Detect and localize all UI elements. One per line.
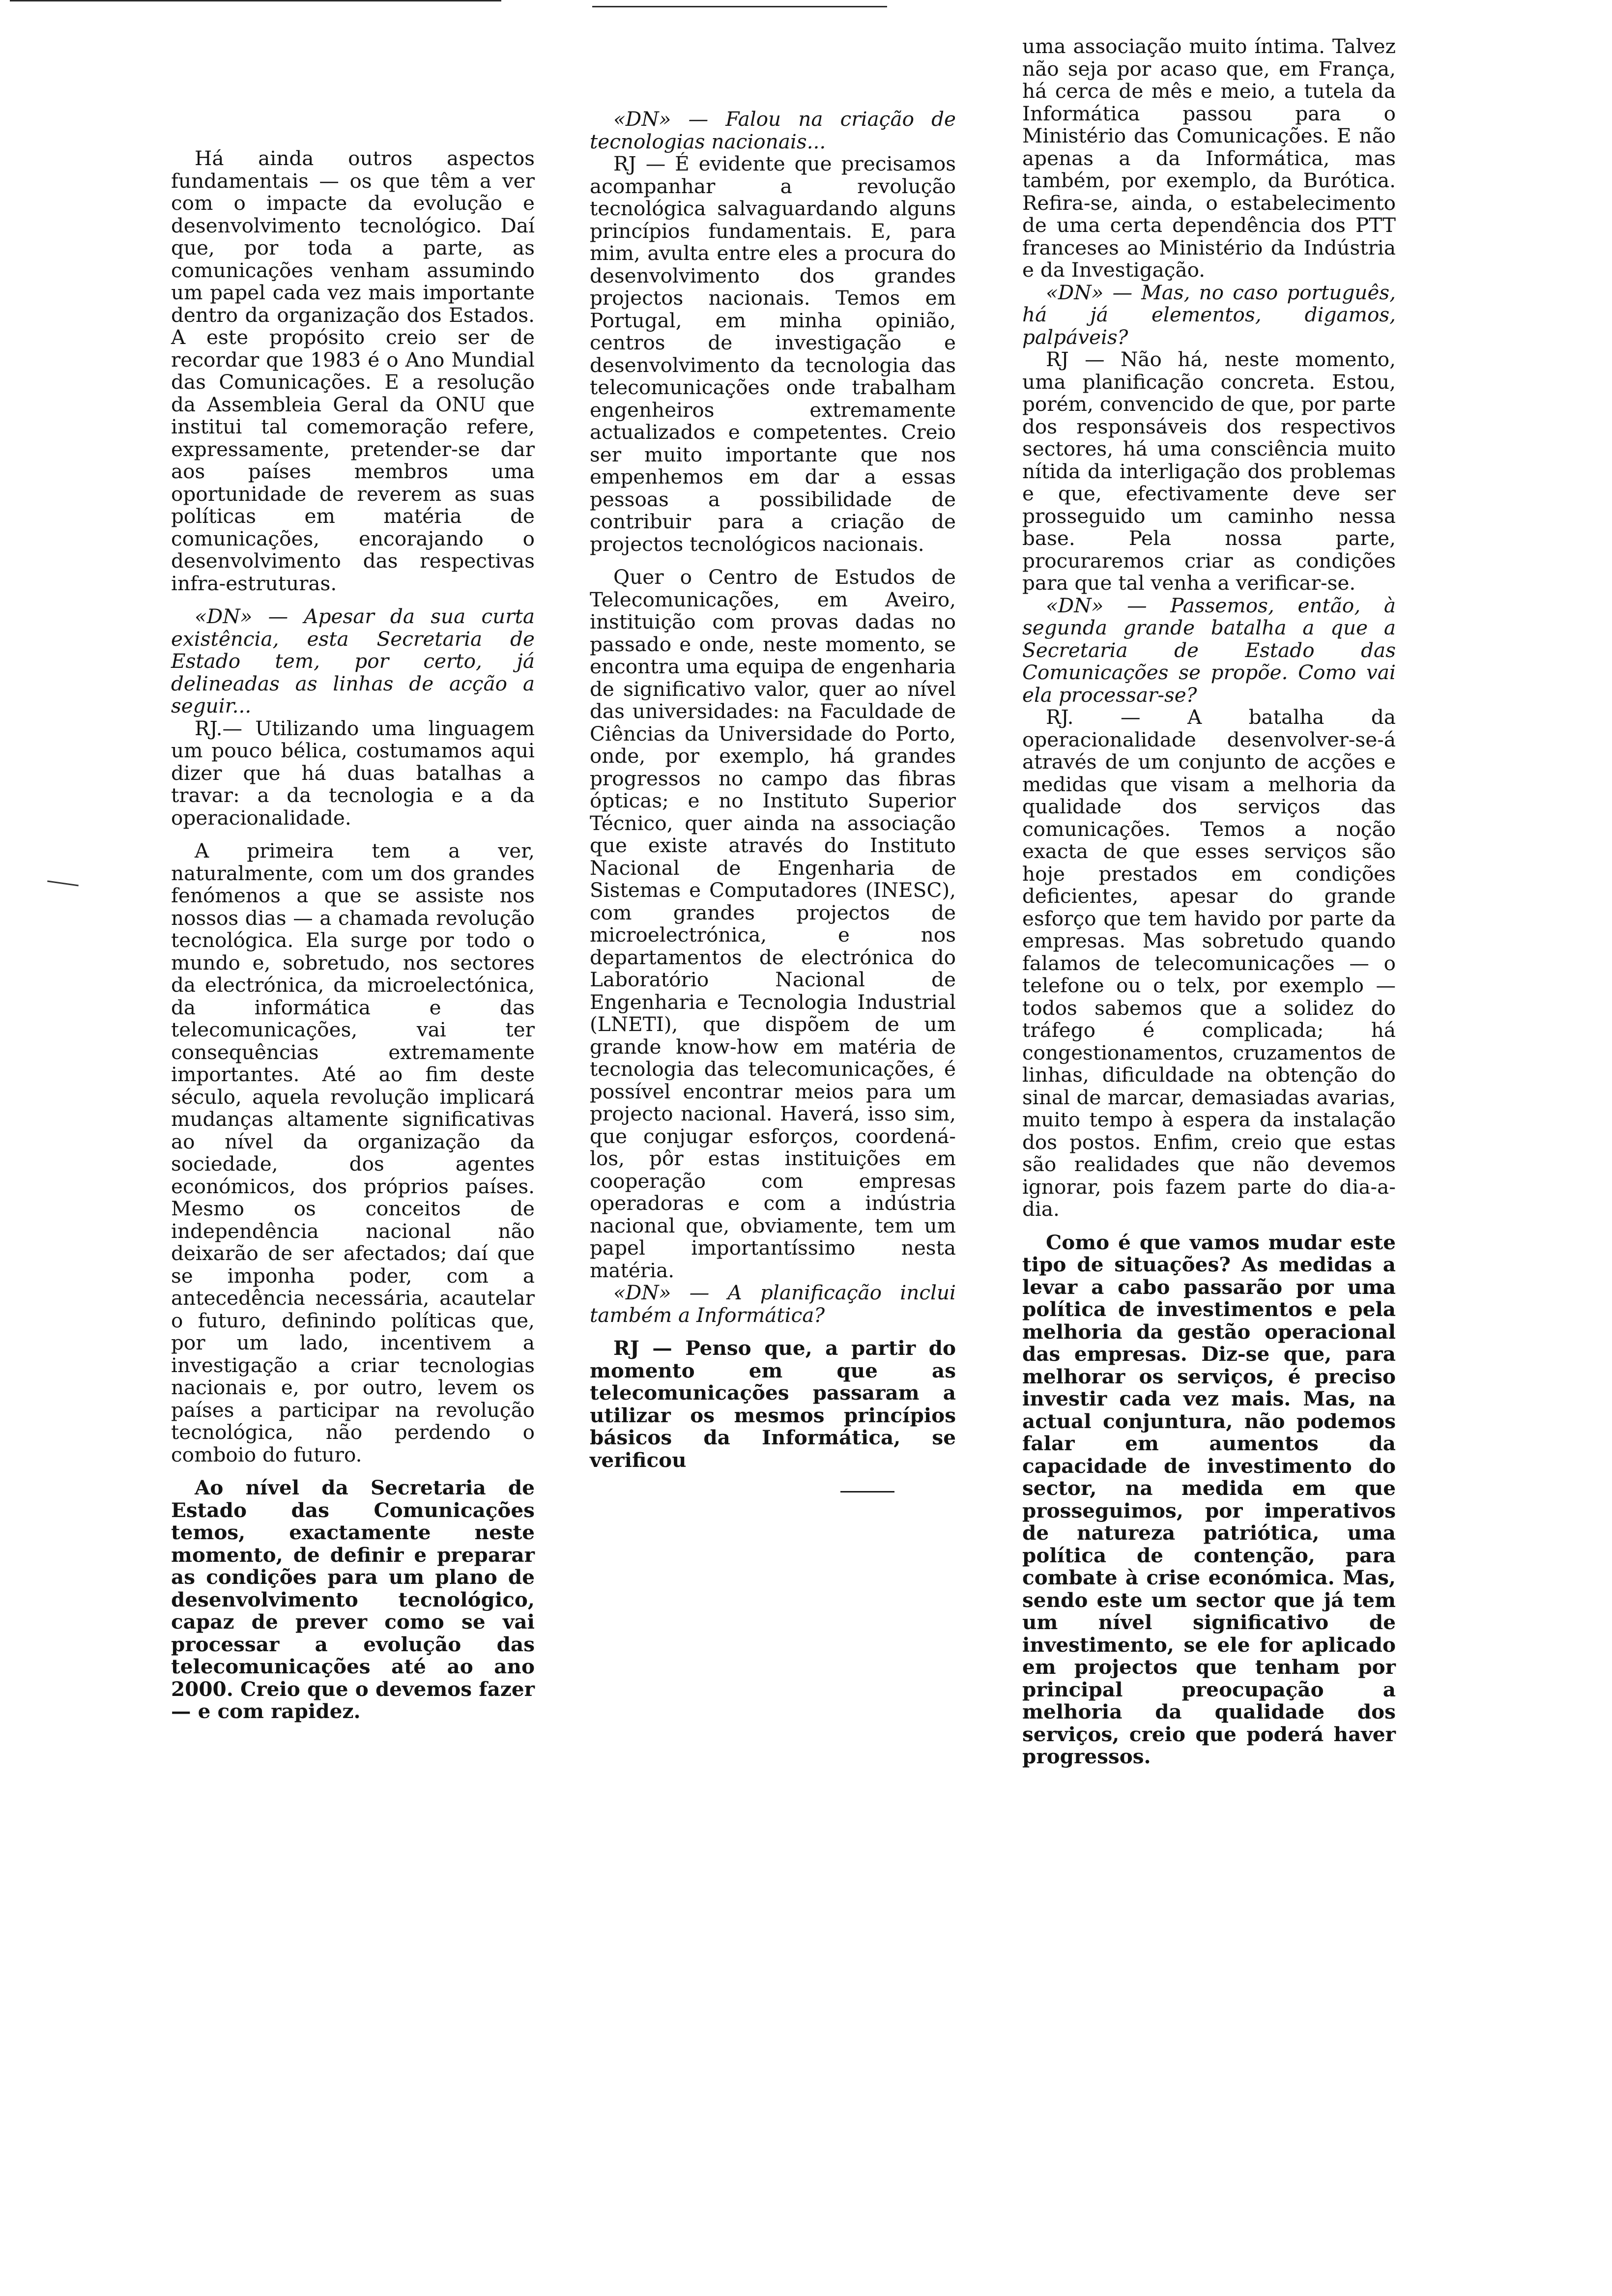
article-column-1 bbox=[171, 147, 535, 1723]
article-column-2 bbox=[590, 108, 956, 1492]
interview-question: «DN» — Passemos, então, à segunda grande batalha a que a Secretaria de Estado das Comunicações se propõe. Como vai ela processar-se? bbox=[1022, 593, 1396, 707]
paragraph: RJ.— Utilizando uma linguagem um pouco bélica, costumamos aqui dizer que há duas batalhas a travar: a da tecnologia e a da operacionalidade. bbox=[171, 716, 535, 830]
interview-question: «DN» — Mas, no caso português, há já elementos, digamos, palpáveis? bbox=[1022, 280, 1396, 349]
paragraph: RJ — Penso que, a partir do momento em que as telecomunicações passaram a utilizar os mesmos princípios básicos da Informática, se verificou bbox=[590, 1336, 956, 1472]
paragraph: Como é que vamos mudar este tipo de situações? As medidas a levar a cabo passarão por uma política de investimentos e pela melhoria da gestão operacional das empresas. Diz-se que, para melhorar os serviços, é preciso investir cada vez mais. Mas, na actual conjuntura, não podemos falar em aumentos da capacidade de investimento do sector, na medida em que prosseguimos, por imperativos de natureza patriótica, uma política de contenção, para combate à crise económica. Mas, sendo este um sector que já tem um nível significativo de investimento, se ele for aplicado em projectos que tenham por principal preocupação a melhoria da qualidade dos serviços, creio que poderá haver progressos. bbox=[1022, 1230, 1396, 1768]
article-column-3 bbox=[1022, 35, 1396, 1768]
margin-mark bbox=[47, 881, 79, 887]
paragraph: RJ — Não há, neste momento, uma planificação concreta. Estou, porém, convencido de que, por parte dos responsáveis dos respectivos sectores, há uma consciência muito nítida da interligação dos problemas e que, efectivamente deve ser prosseguido um caminho nessa base. Pela nossa parte, procuraremos criar as condições para que tal venha a verificar-se. bbox=[1022, 347, 1396, 595]
paragraph: uma associação muito íntima. Talvez não seja por acaso que, em França, há cerca de mês e meio, a tutela da Informática passou para o Ministério das Comunicações. E não apenas a da Informática, mas também, por exemplo, da Burótica. Refira-se, ainda, o estabelecimento de uma certa dependência dos PTT franceses ao Ministério da Indústria e da Investigação. bbox=[1022, 34, 1396, 282]
paragraph: Ao nível da Secretaria de Estado das Comunicações temos, exactamente neste momento, de definir e preparar as condições para um plano de desenvolvimento tecnológico, capaz de prever como se vai processar a evolução das telecomunicações até ao ano 2000. Creio que o devemos fazer — e com rapidez. bbox=[171, 1476, 535, 1723]
paragraph: A primeira tem a ver, naturalmente, com um dos grandes fenómenos a que se assiste nos nossos dias — a chamada revolução tecnológica. Ela surge por todo o mundo e, sobretudo, nos sectores da electrónica, da microelectónica, da informática e das telecomunicações, vai ter consequências extremamente importantes. Até ao fim deste século, aquela revolução implicará mudanças altamente significativas ao nível da organização da sociedade, dos agentes económicos, dos próprios países. Mesmo os conceitos de independência nacional não deixarão de ser afectados; daí que se imponha poder, com a antecedência necessária, acautelar o futuro, definindo políticas que, por um lado, incentivem a investigação a criar tecnologias nacionais e, por outro, levem os países a participar na revolução tecnológica, não perdendo o comboio do futuro. bbox=[171, 839, 535, 1466]
top-rule-left bbox=[10, 0, 501, 1]
paragraph: Quer o Centro de Estudos de Telecomunicações, em Aveiro, instituição com provas dadas no passado e onde, neste momento, se encontra uma equipa de engenharia de significativo valor, quer ao nível das universidades: na Faculdade de Ciências da Universidade do Porto, onde, por exemplo, há grandes progressos no campo das fibras ópticas; e no Instituto Superior Técnico, quer ainda na associação que existe através do Instituto Nacional de Engenharia de Sistemas e Computadores (INESC), com grandes projectos de microelectrónica, e nos departamentos de electrónica do Laboratório Nacional de Engenharia e Tecnologia Industrial (LNETI), que dispõem de um grande know-how em matéria de tecnologia das telecomunicações, é possível encontrar meios para um projecto nacional. Haverá, isso sim, que conjugar esforços, coordená-los, pôr estas instituições em cooperação com empresas operadoras e com a indústria nacional que, obviamente, tem um papel importantíssimo nesta matéria. bbox=[590, 565, 956, 1282]
paragraph: Há ainda outros aspectos fundamentais — os que têm a ver com o impacte da evolução e desenvolvimento tecnológico. Daí que, por toda a parte, as comunicações venham assumindo um papel cada vez mais importante dentro da organização dos Estados. A este propósito creio ser de recordar que 1983 é o Ano Mundial das Comunicações. E a resolução da Assembleia Geral da ONU que institui tal comemoração refere, expressamente, pretender-se dar aos países membros uma oportunidade de reverem as suas políticas em matéria de comunicações, encorajando o desenvolvimento das respectivas infra-estruturas. bbox=[171, 146, 535, 595]
interview-question: «DN» — Apesar da sua curta existência, esta Secretaria de Estado tem, por certo, já delineadas as linhas de acção a seguir... bbox=[171, 604, 535, 718]
paragraph: RJ — É evidente que precisamos acompanhar a revolução tecnológica salvaguardando alguns princípios fundamentais. E, para mim, avulta entre eles a procura do desenvolvimento dos grandes projectos nacionais. Temos em Portugal, em minha opinião, centros de investigação e desenvolvimento da tecnologia das telecomunicações onde trabalham engenheiros extremamente actualizados e competentes. Creio ser muito importante que nos empenhemos em dar a essas pessoas a possibilidade de contribuir para a criação de projectos tecnológicos nacionais. bbox=[590, 152, 956, 556]
paragraph: RJ. — A batalha da operacionalidade desenvolver-se-á através de um conjunto de acções e medidas que visam a melhoria da qualidade dos serviços das comunicações. Temos a noção exacta de que esses serviços são hoje prestados em condições deficientes, apesar do grande esforço que tem havido por parte da empresas. Mas sobretudo quando falamos de telecomunicações — o telefone ou o telx, por exemplo — todos sabemos que a solidez do tráfego é complicada; há congestionamentos, cruzamentos de linhas, dificuldade na obtenção do sinal de marcar, demasiadas avarias, muito tempo à espera da instalação dos postos. Enfim, creio que estas são realidades que não devemos ignorar, pois fazem parte do dia-a-dia. bbox=[1022, 705, 1396, 1221]
top-rule-center bbox=[592, 6, 887, 7]
interview-question: «DN» — A planificação inclui também a Informática? bbox=[590, 1281, 956, 1327]
interview-question: «DN» — Falou na criação de tecnologias nacionais... bbox=[590, 107, 956, 153]
column-end-rule bbox=[840, 1491, 894, 1492]
